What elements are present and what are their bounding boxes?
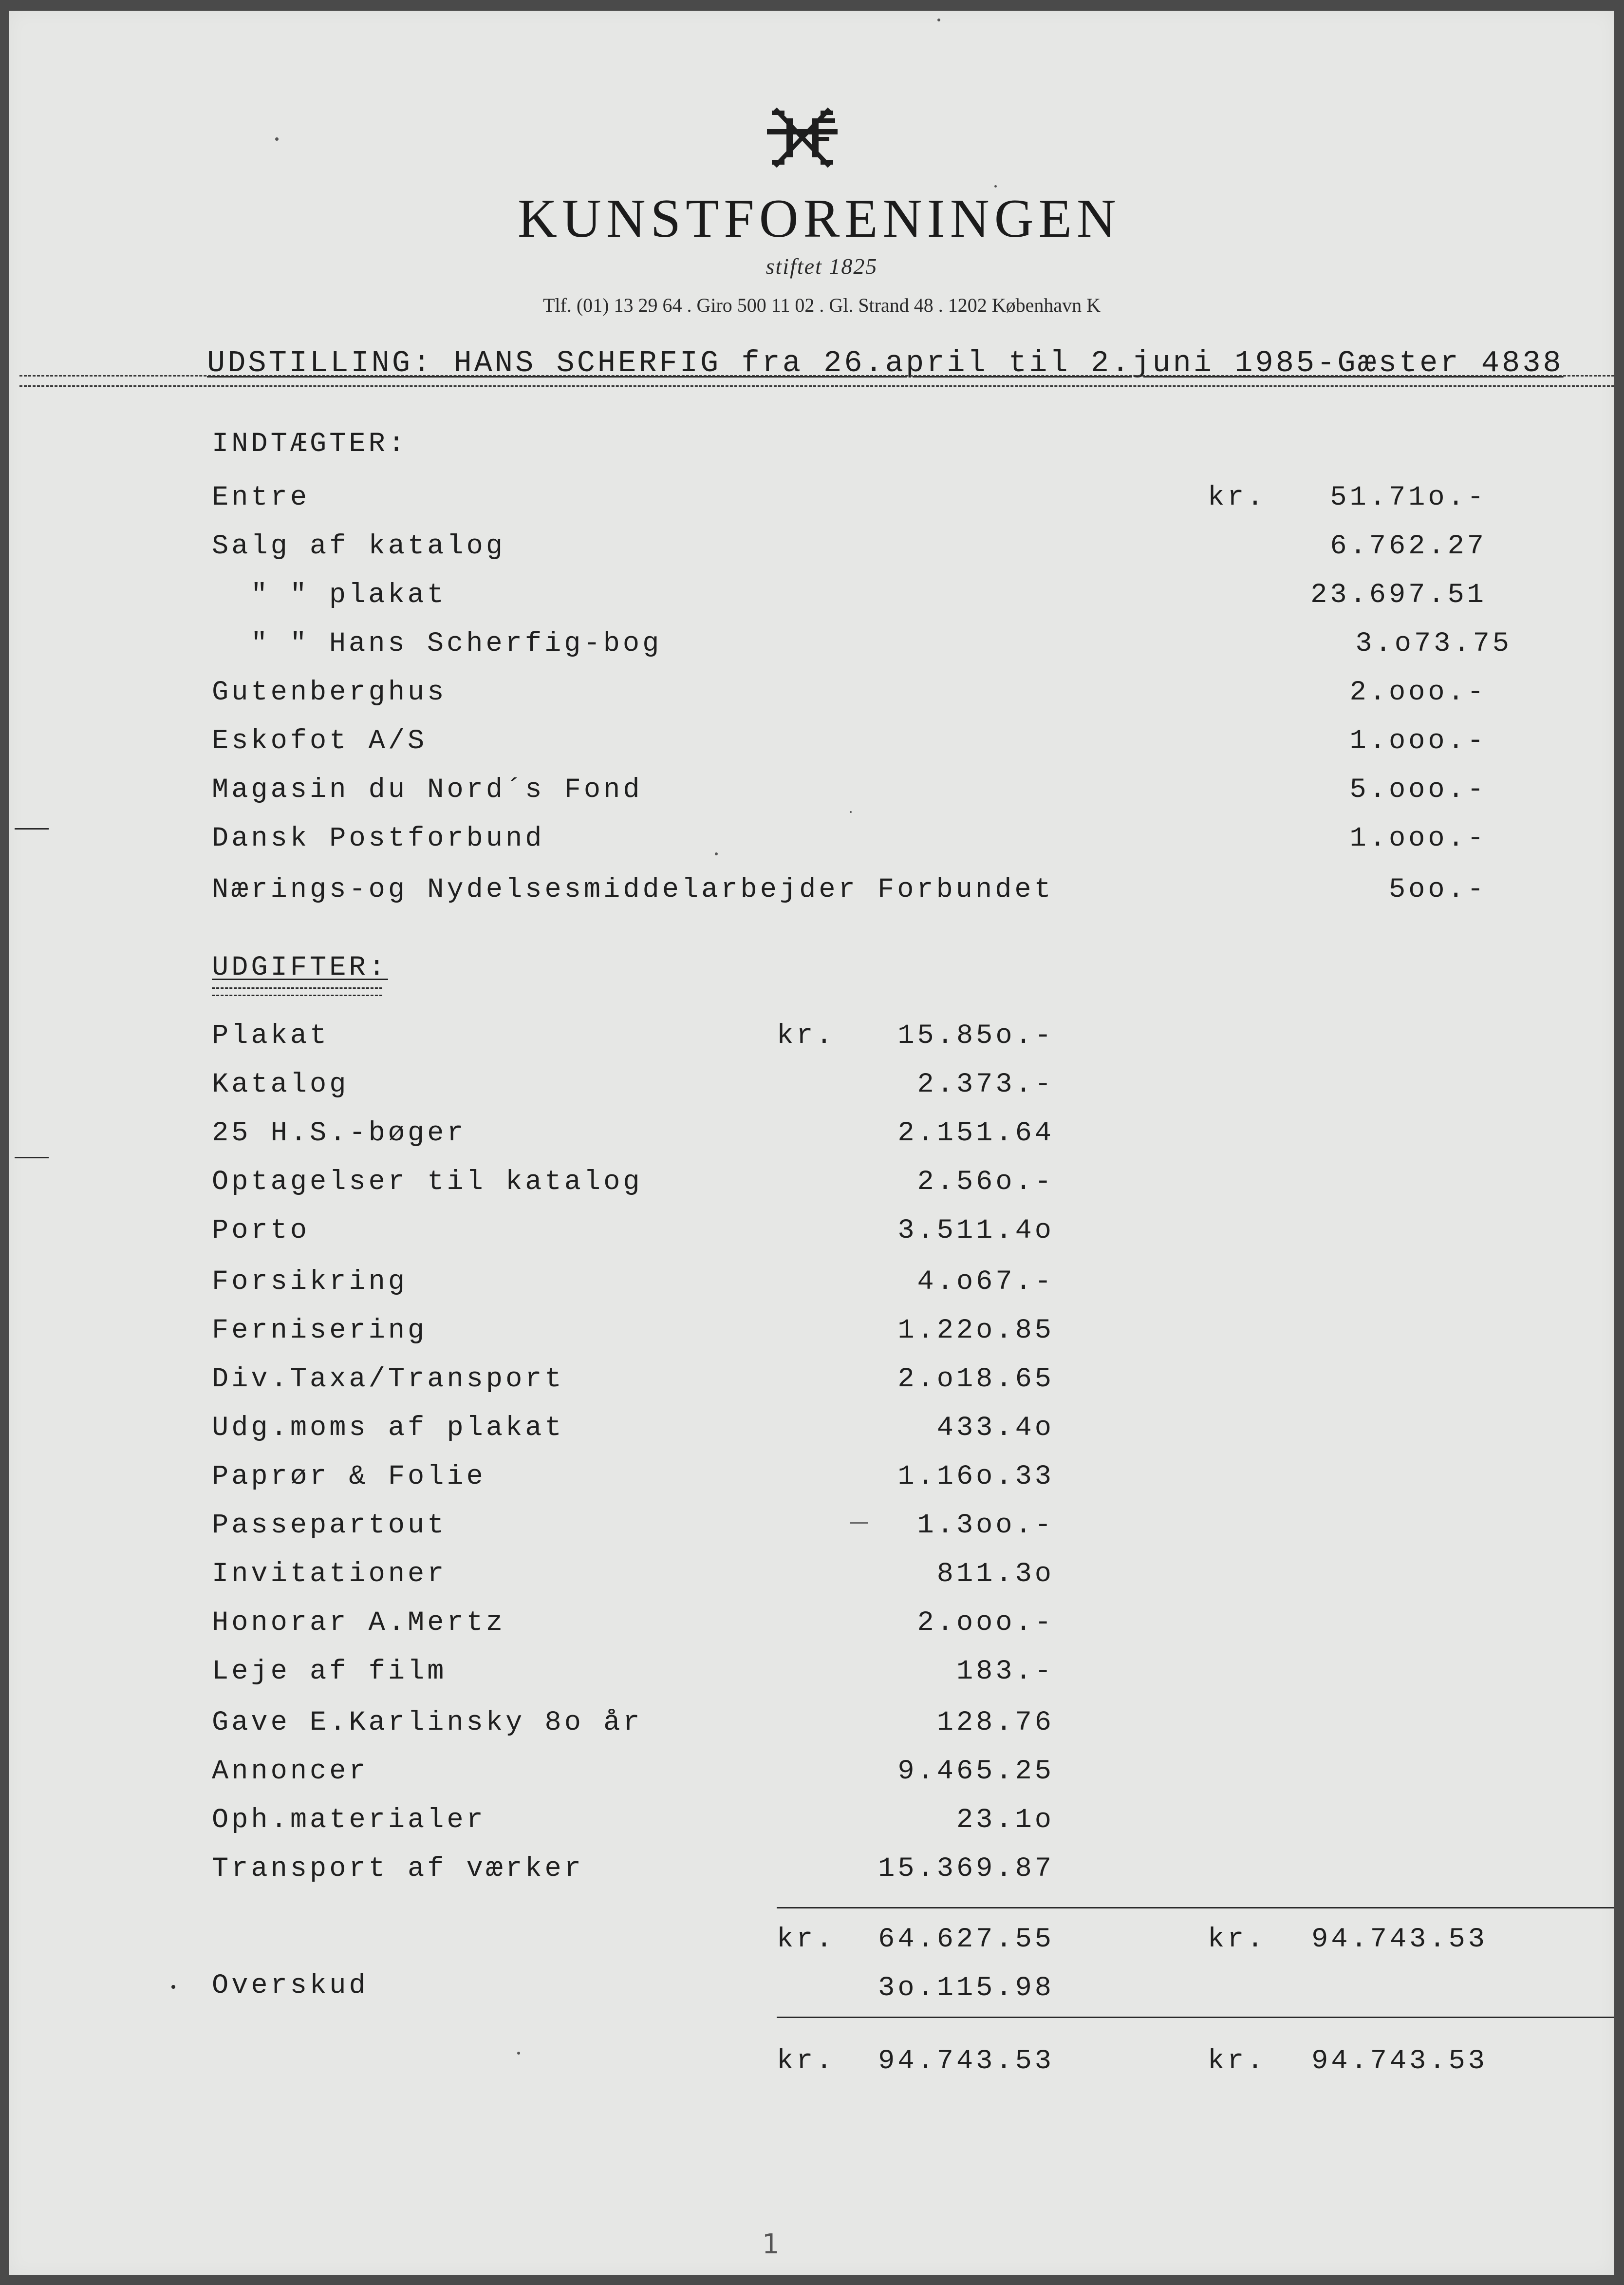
margin-tick-mark [15,1157,49,1158]
income-currency: kr. [1208,482,1267,513]
income-total-currency: kr. [1208,1924,1267,1955]
expense-label: Gave E.Karlinsky 8o år [212,1707,643,1738]
expense-label: Div.Taxa/Transport [212,1364,564,1395]
expense-label: Plakat [212,1020,330,1052]
expenses-title: UDGIFTER: [212,952,388,983]
income-total: 94.743.53 [1311,1924,1488,1955]
expense-value: 9.465.25 [897,1756,1054,1787]
income-value: 1.ooo.- [1349,823,1487,854]
expense-label: Katalog [212,1069,349,1100]
expense-value: 4.o67.- [917,1266,1054,1298]
expense-value: 811.3o [936,1559,1054,1590]
expense-value: 2.56o.- [917,1167,1054,1198]
expense-label: Udg.moms af plakat [212,1413,564,1444]
final-total-right: 94.743.53 [1311,2046,1488,2077]
income-label: Magasin du Nord´s Fond [212,774,643,806]
expense-label: Invitationer [212,1559,447,1590]
income-value: 6.762.27 [1330,531,1487,562]
surplus-value: 3o.115.98 [878,1973,1054,2004]
expense-value: 1.16o.33 [897,1461,1054,1492]
expense-value: 23.1o [956,1805,1054,1836]
expense-value: 2.o18.65 [897,1364,1054,1395]
organization-name: KUNSTFORENINGEN [518,189,1121,249]
expense-value: 2.151.64 [897,1118,1054,1149]
income-value: 2.ooo.- [1349,677,1487,708]
scan-speck [517,2052,520,2055]
scan-speck [715,852,718,855]
expense-label: Optagelser til katalog [212,1167,643,1198]
page-number: 1 [762,2228,780,2260]
expense-label: Fernisering [212,1315,428,1346]
contact-line: Tlf. (01) 13 29 64 . Giro 500 11 02 . Gl. Strand 48 . 1202 København K [542,294,1101,316]
expense-value: 2.ooo.- [917,1607,1054,1639]
income-label: Gutenberghus [212,677,447,708]
total-rule [777,2017,1614,2018]
subtotal-currency: kr. [777,1924,836,1955]
expense-label: Oph.materialer [212,1805,486,1836]
income-label: Dansk Postforbund [212,823,545,854]
income-value: 3.o73.75 [1355,628,1512,660]
income-label: Eskofot A/S [212,726,428,757]
income-value: 1.ooo.- [1349,726,1487,757]
surplus-label: Overskud [212,1970,369,2002]
final-total-currency: kr. [1208,2046,1267,2077]
income-value: 5oo.- [1388,874,1487,906]
expense-label: Annoncer [212,1756,369,1787]
final-total-left: 94.743.53 [878,2046,1054,2077]
expense-value: 183.- [956,1656,1054,1687]
expense-label: Paprør & Folie [212,1461,486,1492]
income-label: Nærings-og Nydelsesmiddelarbejder Forbundet [212,874,1054,906]
scan-speck [275,137,279,141]
bullet-mark [171,1985,175,1989]
stray-mark [850,1522,868,1524]
income-value: 51.71o.- [1330,482,1487,513]
expense-label: 25 H.S.-bøger [212,1118,467,1149]
income-label: " " Hans Scherfig-bog [251,628,662,660]
expenses-title-double-underline [212,987,382,996]
expense-currency: kr. [777,1020,836,1052]
expense-value: 15.85o.- [897,1020,1054,1052]
final-total-currency: kr. [777,2046,836,2077]
margin-tick-mark [15,828,49,830]
expense-label: Leje af film [212,1656,447,1687]
scan-speck [850,811,852,813]
expense-value: 2.373.- [917,1069,1054,1100]
expenses-subtotal: 64.627.55 [878,1924,1054,1955]
income-label: Entre [212,482,310,513]
expense-label: Passepartout [212,1510,447,1541]
expense-label: Porto [212,1215,310,1246]
income-value: 5.ooo.- [1349,774,1487,806]
income-title: INDTÆGTER: [212,429,408,460]
expense-value: 1.22o.85 [897,1315,1054,1346]
income-value: 23.697.51 [1310,580,1487,611]
subtotal-rule [777,1907,1614,1908]
expense-value: 1.3oo.- [917,1510,1054,1541]
expense-label: Transport af værker [212,1853,584,1885]
kf-monogram-logo [757,105,847,170]
exhibition-heading: UDSTILLING: HANS SCHERFIG fra 26.april til 2.juni 1985-Gæster 4838 [207,346,1564,380]
expense-value: 3.511.4o [897,1215,1054,1246]
income-label: " " plakat [251,580,447,611]
expense-value: 128.76 [936,1707,1054,1738]
founded-line: stiftet 1825 [765,254,878,279]
income-label: Salg af katalog [212,531,506,562]
expense-value: 433.4o [936,1413,1054,1444]
expense-value: 15.369.87 [878,1853,1054,1885]
double-rule-divider [19,375,1614,387]
expense-label: Forsikring [212,1266,408,1298]
expense-label: Honorar A.Mertz [212,1607,506,1639]
scan-speck [937,19,940,21]
